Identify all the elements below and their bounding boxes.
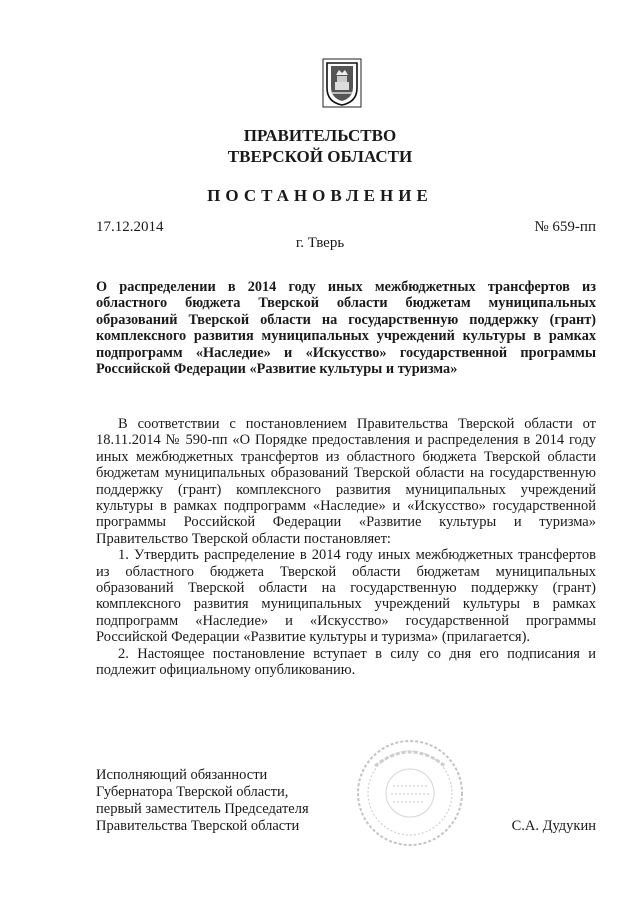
body-paragraph-3: 2. Настоящее постановление вступает в силу со дня его подписания и подлежит официальному опубликованию. bbox=[96, 645, 596, 679]
signatory-line-2: Губернатора Тверской области, bbox=[96, 784, 289, 800]
coat-of-arms-icon bbox=[322, 58, 362, 108]
document-body bbox=[96, 416, 596, 679]
body-paragraph-1: В соответствии с постановлением Правительства Тверской области от 18.11.2014 № 590-пп «О Порядке предоставления и распределения в 2014 году иных межбюджетных трансфертов из областного бюджета Тверской области бюджетам муниципальных образований Тверской области на государственную поддержку (грант) комплексного развития муниципальных учреждений культуры в рамках подпрограмм «Наследие» и «Искусство» государственной программы Российской Федерации «Развитие культуры и туризма» Правительство Тверской области постановляет: bbox=[96, 416, 596, 547]
body-paragraph-2: 1. Утвердить распределение в 2014 году иных межбюджетных трансфертов из областного бюджета Тверской области бюджетам муниципальных образований Тверской области на государственную поддержку (грант) комплексного развития муниципальных учреждений культуры в рамках подпрограмм «Наследие» и «Искусство» государственной программы Российской Федерации «Развитие культуры и туризма» (прилагается). bbox=[96, 547, 596, 646]
region-title: ТВЕРСКОЙ ОБЛАСТИ bbox=[227, 147, 413, 166]
government-title: ПРАВИТЕЛЬСТВО bbox=[243, 126, 397, 145]
signatory-line-1: Исполняющий обязанности bbox=[96, 767, 268, 783]
document-city: г. Тверь bbox=[295, 235, 345, 251]
document-number: № 659-пп bbox=[534, 219, 596, 235]
signatory-name: С.А. Дудукин bbox=[511, 818, 596, 834]
document-title: О распределении в 2014 году иных межбюджетных трансфертов из областного бюджета Тверской области бюджетам муниципальных образований Тверской области на государственную поддержку (грант) комплексного развития муниципальных учреждений культуры в рамках подпрограмм «Наследие» и «Искусство» государственной программы Российской Федерации «Развитие культуры и туризма» bbox=[96, 279, 596, 378]
signatory-line-4: Правительства Тверской области bbox=[96, 818, 300, 834]
signatory-line-3: первый заместитель Председателя bbox=[96, 801, 309, 817]
official-seal-icon bbox=[355, 738, 465, 848]
signatory-position bbox=[96, 767, 309, 835]
document-date: 17.12.2014 bbox=[96, 219, 164, 235]
document-type: ПОСТАНОВЛЕНИЕ bbox=[207, 186, 433, 205]
